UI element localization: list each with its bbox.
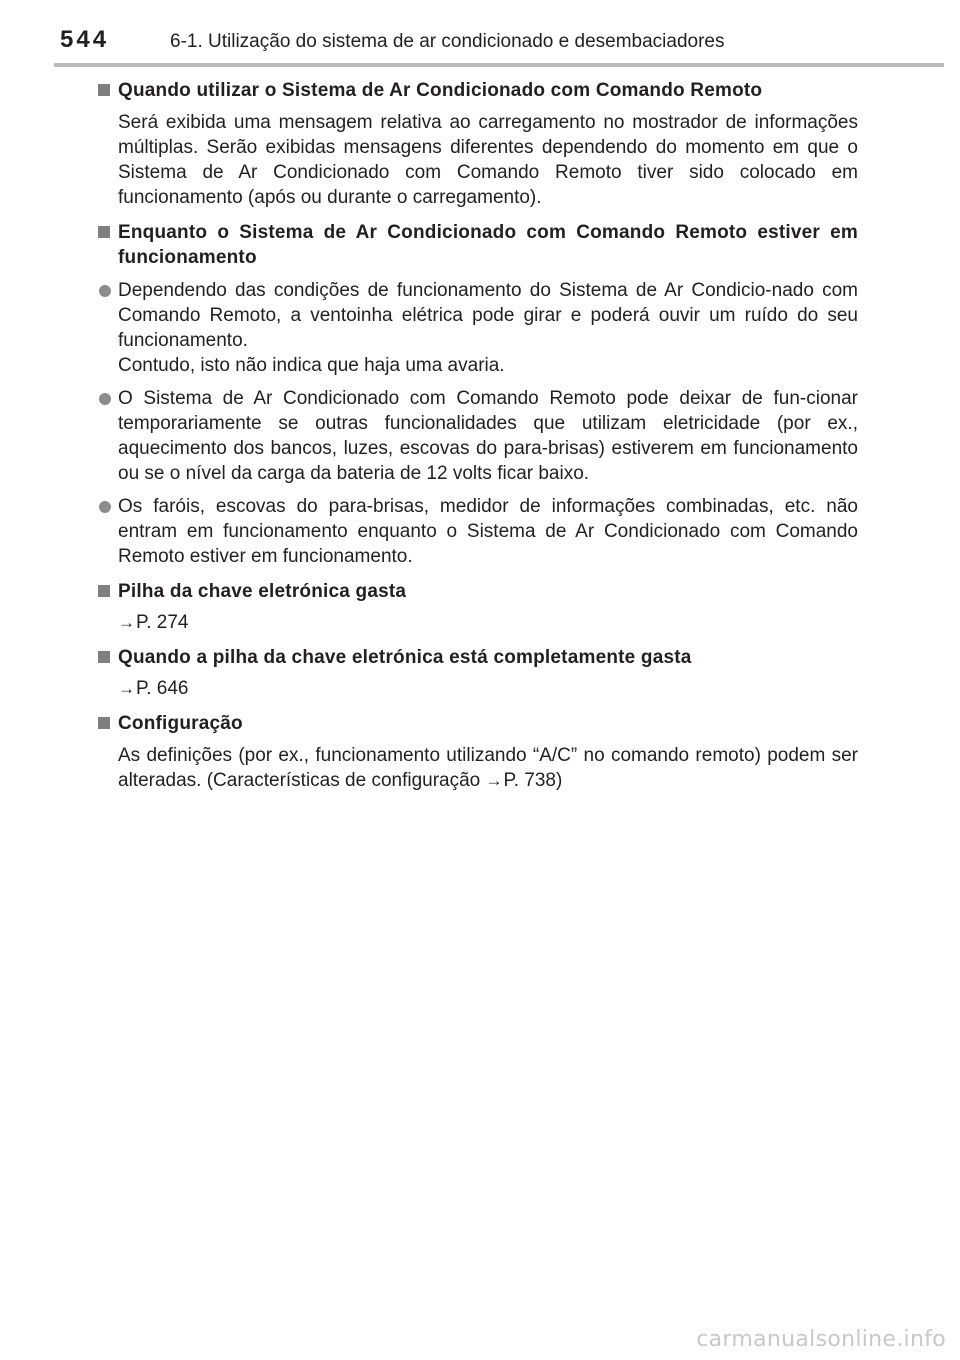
chapter-title: 6-1. Utilização do sistema de ar condicionado e desembaciadores bbox=[170, 31, 725, 52]
bullet-text: Dependendo das condições de funcionamento do Sistema de Ar Condicio-nado com Comando Remoto, a ventoinha elétrica pode girar e poderá ouvir um ruído do seu funcionamento. bbox=[118, 280, 858, 351]
page-content bbox=[98, 78, 858, 803]
heading-text: Pilha da chave eletrónica gasta bbox=[118, 581, 407, 602]
section-paragraph: Será exibida uma mensagem relativa ao carregamento no mostrador de informações múltiplas. Serão exibidas mensagens diferentes dependendo do momento em que o Sistema de Ar Condicionado com Comando Remoto tiver sido colocado em funcionamento (após ou durante o carregamento). bbox=[118, 112, 858, 208]
heading-text: Configuração bbox=[118, 713, 243, 734]
circle-bullet-icon bbox=[99, 501, 111, 513]
section-remote-ac bbox=[98, 78, 858, 210]
section-key-battery-low bbox=[98, 579, 858, 635]
heading-text: Enquanto o Sistema de Ar Condicionado com Comando Remoto estiver em funcionamento bbox=[118, 222, 858, 268]
arrow-right-icon: → bbox=[485, 771, 503, 790]
square-icon bbox=[98, 84, 110, 96]
reference-text[interactable]: P. 274 bbox=[136, 612, 189, 633]
section-heading bbox=[98, 711, 858, 736]
square-icon bbox=[98, 226, 110, 238]
page-reference[interactable] bbox=[98, 676, 858, 701]
header-divider bbox=[54, 63, 944, 67]
bullet-item bbox=[98, 386, 858, 486]
bullet-item bbox=[98, 278, 858, 378]
arrow-right-icon: → bbox=[118, 679, 135, 698]
section-heading bbox=[98, 645, 858, 670]
bullet-text: Os faróis, escovas do para-brisas, medidor de informações combinadas, etc. não entram em funcionamento enquanto o Sistema de Ar Condicionado com Comando Remoto estiver em funcionamento. bbox=[118, 496, 858, 567]
reference-text[interactable]: P. 646 bbox=[136, 678, 189, 699]
section-heading bbox=[98, 78, 858, 103]
bullet-text: O Sistema de Ar Condicionado com Comando Remoto pode deixar de fun-cionar temporariamente se outras funcionalidades que utilizam eletricidade (por ex., aquecimento dos bancos, luzes, escovas do para-brisas) estiverem em funcionamento ou se o nível da carga da bateria de 12 volts ficar baixo. bbox=[118, 388, 858, 484]
bullet-extra-text: Contudo, isto não indica que haja uma avaria. bbox=[118, 355, 505, 376]
square-icon bbox=[98, 717, 110, 729]
square-icon bbox=[98, 651, 110, 663]
bullet-item bbox=[98, 494, 858, 569]
square-icon bbox=[98, 585, 110, 597]
paragraph-text: As definições (por ex., funcionamento utilizando “A/C” no comando remoto) podem ser alteradas. (Características de configuração bbox=[118, 745, 858, 791]
section-configuration bbox=[98, 711, 858, 793]
watermark: carmanualsonline.info bbox=[696, 1327, 946, 1352]
section-heading bbox=[98, 579, 858, 604]
section-heading bbox=[98, 220, 858, 270]
reference-text[interactable]: P. 738) bbox=[503, 770, 563, 791]
arrow-right-icon: → bbox=[118, 613, 135, 632]
page-header bbox=[0, 0, 960, 70]
page-number: 544 bbox=[60, 26, 110, 53]
section-key-battery-dead bbox=[98, 645, 858, 701]
heading-text: Quando a pilha da chave eletrónica está completamente gasta bbox=[118, 647, 692, 668]
circle-bullet-icon bbox=[99, 285, 111, 297]
circle-bullet-icon bbox=[99, 393, 111, 405]
section-while-running bbox=[98, 220, 858, 569]
page-reference[interactable] bbox=[98, 610, 858, 635]
section-paragraph bbox=[98, 743, 858, 793]
heading-text: Quando utilizar o Sistema de Ar Condicionado com Comando Remoto bbox=[118, 80, 763, 101]
